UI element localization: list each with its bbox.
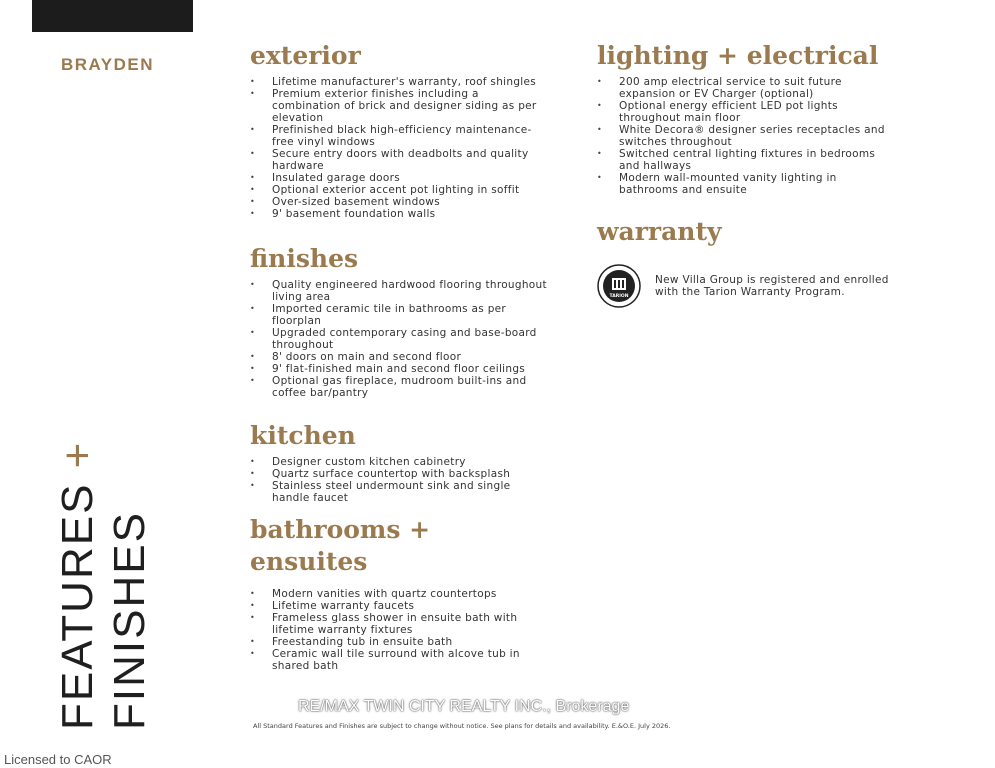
exterior-list [250,76,550,220]
list-item: • Designer custom kitchen cabinetry [250,456,550,468]
list-item: • Freestanding tub in ensuite bath [250,636,550,648]
finishes-list [250,279,550,399]
bathrooms-list [250,588,550,672]
lighting-section [597,40,887,196]
exterior-section [250,40,550,220]
finishes-section [250,243,550,399]
title-plus: + [53,440,102,469]
top-black-bar [32,0,193,32]
list-item: • Prefinished black high-efficiency maintenance-free vinyl windows [250,124,550,148]
list-item: • Over-sized basement windows [250,196,550,208]
bathrooms-section [250,514,550,672]
warranty-row [597,264,905,308]
lighting-heading: lighting + electrical [597,41,879,70]
list-item: • Modern vanities with quartz countertops [250,588,550,600]
list-item: • Stainless steel undermount sink and single handle faucet [250,480,550,504]
kitchen-list [250,456,550,504]
list-item: • Quality engineered hardwood flooring throughout living area [250,279,550,303]
lighting-list [597,76,887,196]
finishes-heading: finishes [250,244,359,273]
title-features: FEATURES [53,482,102,730]
vertical-page-title [52,441,156,730]
brokerage-watermark: RE/MAX TWIN CITY REALTY INC., Brokerage [298,698,630,715]
title-finishes: FINISHES [105,511,154,730]
list-item: • 9' basement foundation walls [250,208,550,220]
warranty-text: New Villa Group is registered and enrolled with the Tarion Warranty Program. [655,274,889,298]
warranty-heading: warranty [597,217,722,246]
exterior-heading: exterior [250,41,361,70]
list-item: • 9' flat-finished main and second floor ceilings [250,363,550,375]
list-item: • 200 amp electrical service to suit future expansion or EV Charger (optional) [597,76,887,100]
list-item: • Optional exterior accent pot lighting in soffit [250,184,550,196]
kitchen-section [250,420,550,504]
list-item: • Insulated garage doors [250,172,550,184]
list-item: • Ceramic wall tile surround with alcove tub in shared bath [250,648,550,672]
list-item: • Modern wall-mounted vanity lighting in bathrooms and ensuite [597,172,887,196]
list-item: • Switched central lighting fixtures in bedrooms and hallways [597,148,887,172]
list-item: • Frameless glass shower in ensuite bath with lifetime warranty fixtures [250,612,550,636]
list-item: • Lifetime warranty faucets [250,600,550,612]
tarion-seal-label: TARION [609,294,629,299]
warranty-section [597,216,887,248]
tarion-seal-logo [597,264,641,308]
kitchen-heading: kitchen [250,421,356,450]
list-item: • Optional gas fireplace, mudroom built-ins and coffee bar/pantry [250,375,550,399]
list-item: • 8' doors on main and second floor [250,351,550,363]
list-item: • Optional energy efficient LED pot lights throughout main floor [597,100,887,124]
list-item: • Lifetime manufacturer's warranty, roof shingles [250,76,550,88]
licensed-label: Licensed to CAOR [4,752,112,767]
disclaimer: All Standard Features and Finishes are subject to change without notice. See plans for details and availability. E.&O.E. July 2026. [253,722,671,730]
bathrooms-heading-line2: ensuites [250,547,368,576]
list-item: • Upgraded contemporary casing and base-board throughout [250,327,550,351]
list-item: • Quartz surface countertop with backsplash [250,468,550,480]
brand-name: BRAYDEN [61,55,155,74]
list-item: • Secure entry doors with deadbolts and quality hardware [250,148,550,172]
list-item: • Premium exterior finishes including a combination of brick and designer siding as per elevation [250,88,550,124]
list-item: • Imported ceramic tile in bathrooms as per floorplan [250,303,550,327]
bathrooms-heading-line1: bathrooms + [250,515,431,544]
list-item: • White Decora® designer series receptacles and switches throughout [597,124,887,148]
